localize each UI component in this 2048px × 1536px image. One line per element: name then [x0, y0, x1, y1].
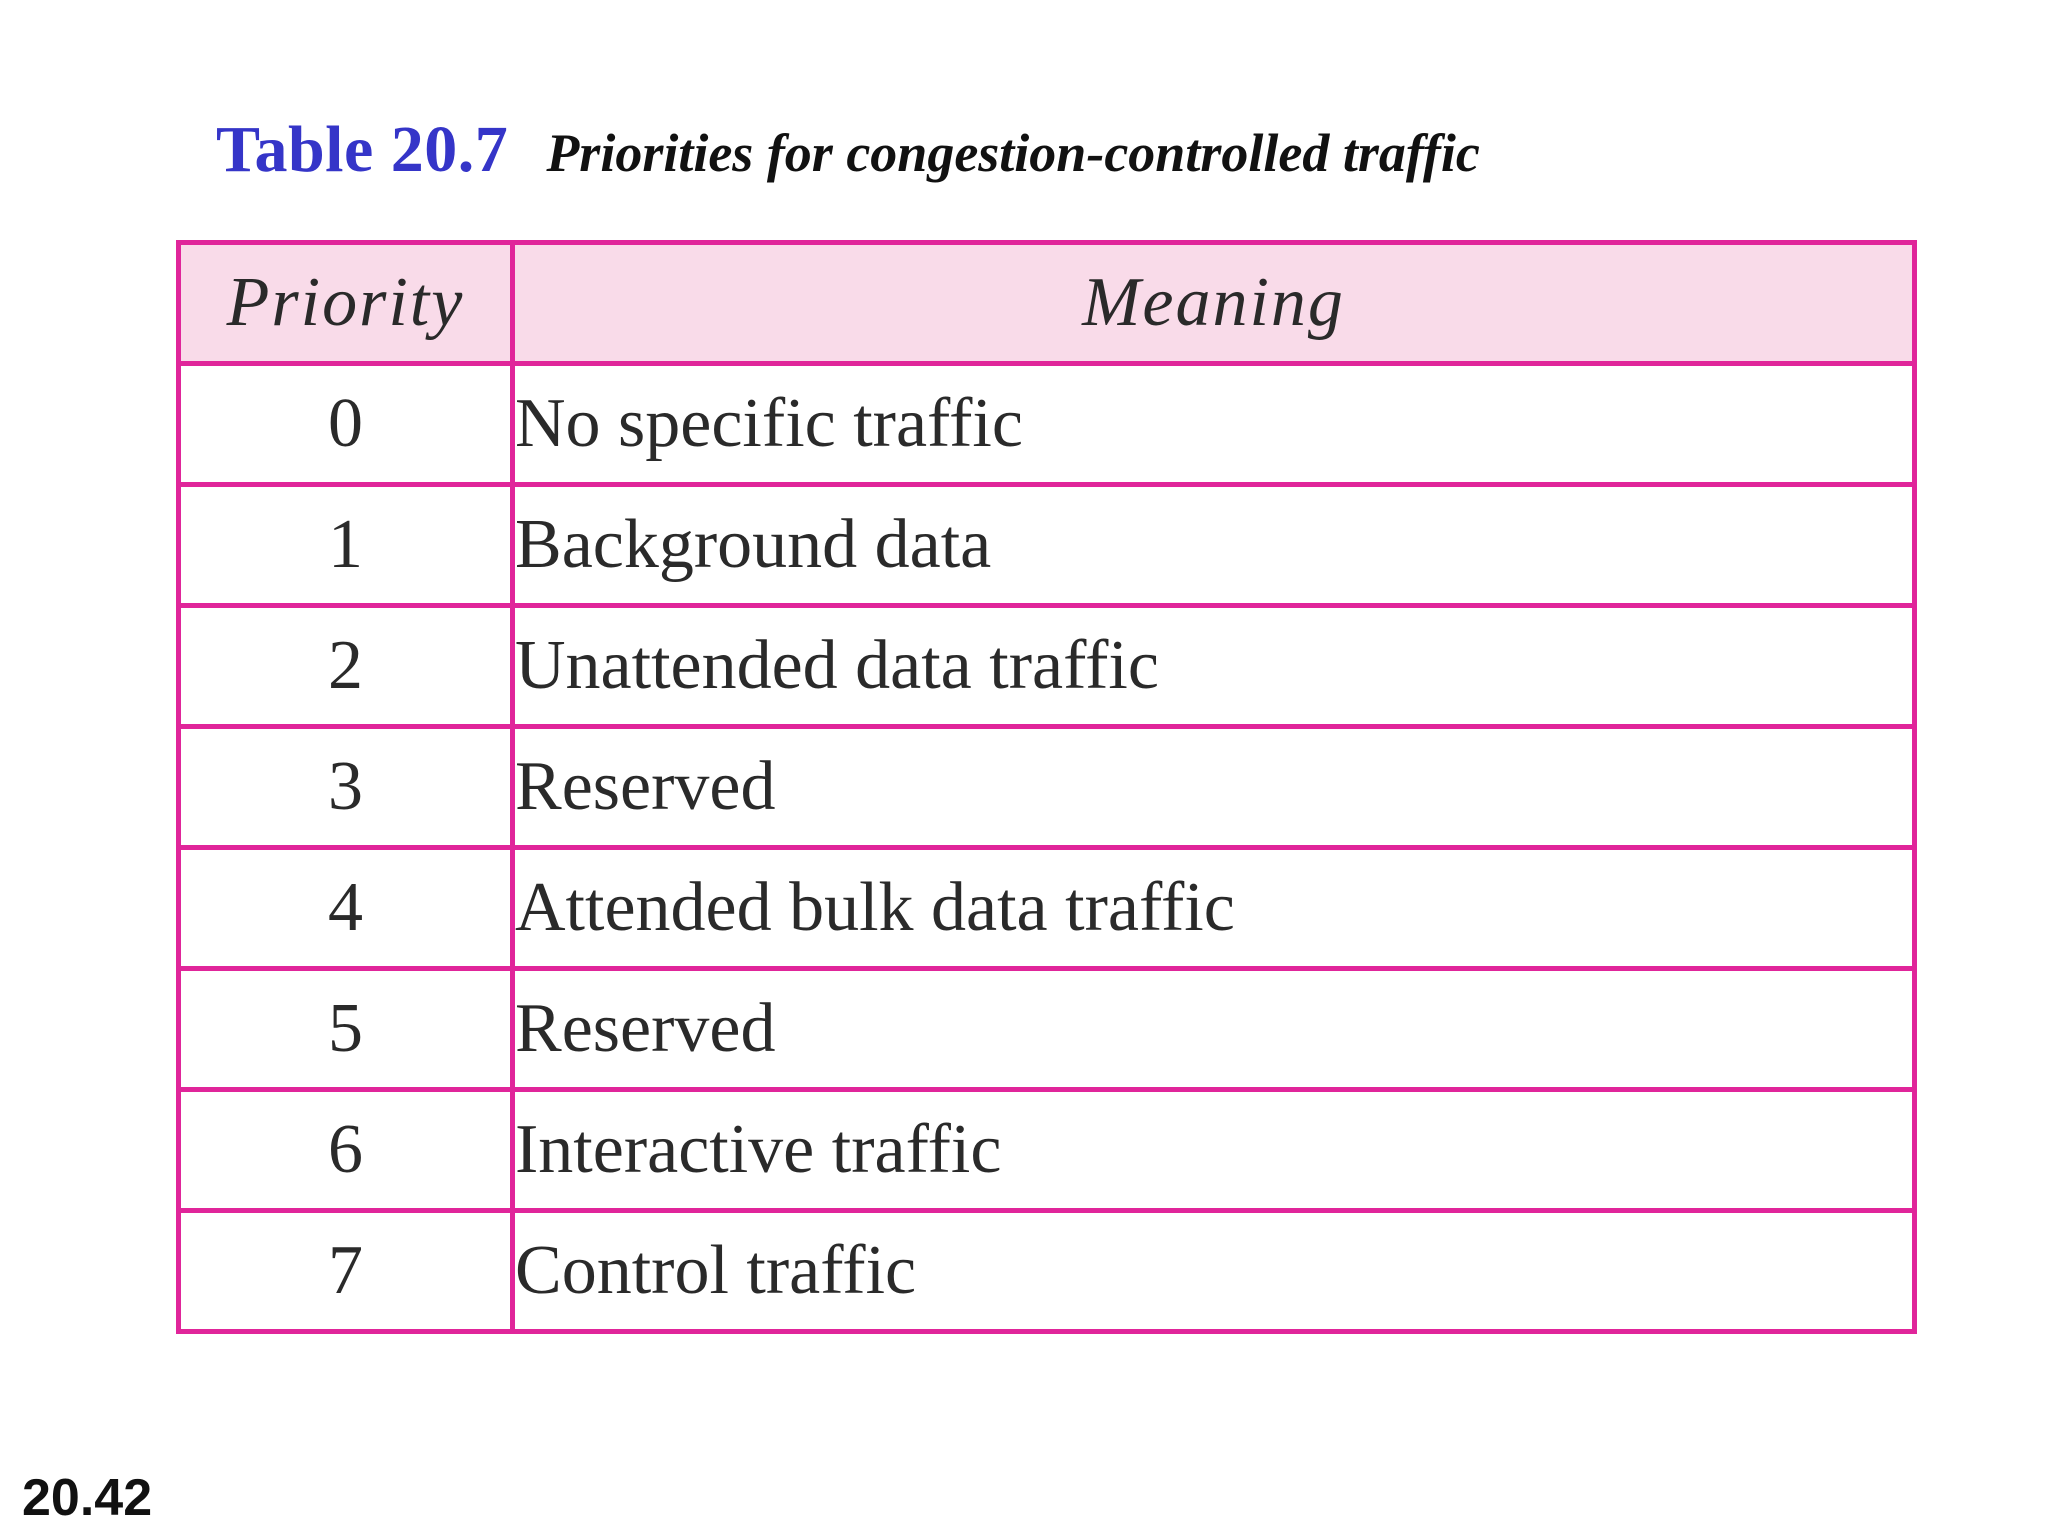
meaning-column-header: Meaning	[513, 243, 1915, 364]
table-number: Table 20.7	[216, 113, 509, 186]
priority-cell: 4	[179, 848, 513, 969]
priority-column-header: Priority	[179, 243, 513, 364]
table-row	[179, 727, 1915, 848]
meaning-cell: No specific traffic	[513, 364, 1915, 485]
priority-cell: 6	[179, 1090, 513, 1211]
table-title: Priorities for congestion-controlled traffic	[546, 123, 1480, 183]
meaning-cell: Interactive traffic	[513, 1090, 1915, 1211]
table-row	[179, 848, 1915, 969]
table-row	[179, 1090, 1915, 1211]
priority-cell: 2	[179, 606, 513, 727]
table-row	[179, 606, 1915, 727]
priority-cell: 3	[179, 727, 513, 848]
table-row	[179, 969, 1915, 1090]
table-row	[179, 364, 1915, 485]
priority-table-container	[176, 240, 1912, 1334]
meaning-cell: Reserved	[513, 969, 1915, 1090]
priority-cell: 1	[179, 485, 513, 606]
priority-cell: 7	[179, 1211, 513, 1332]
table-header-row	[179, 243, 1915, 364]
meaning-cell: Background data	[513, 485, 1915, 606]
meaning-cell: Reserved	[513, 727, 1915, 848]
priority-cell: 0	[179, 364, 513, 485]
table-row	[179, 485, 1915, 606]
table-caption	[216, 112, 1480, 188]
meaning-cell: Attended bulk data traffic	[513, 848, 1915, 969]
meaning-cell: Unattended data traffic	[513, 606, 1915, 727]
priority-cell: 5	[179, 969, 513, 1090]
table-row	[179, 1211, 1915, 1332]
meaning-cell: Control traffic	[513, 1211, 1915, 1332]
priority-table	[176, 240, 1917, 1334]
page-number: 20.42	[22, 1469, 153, 1527]
